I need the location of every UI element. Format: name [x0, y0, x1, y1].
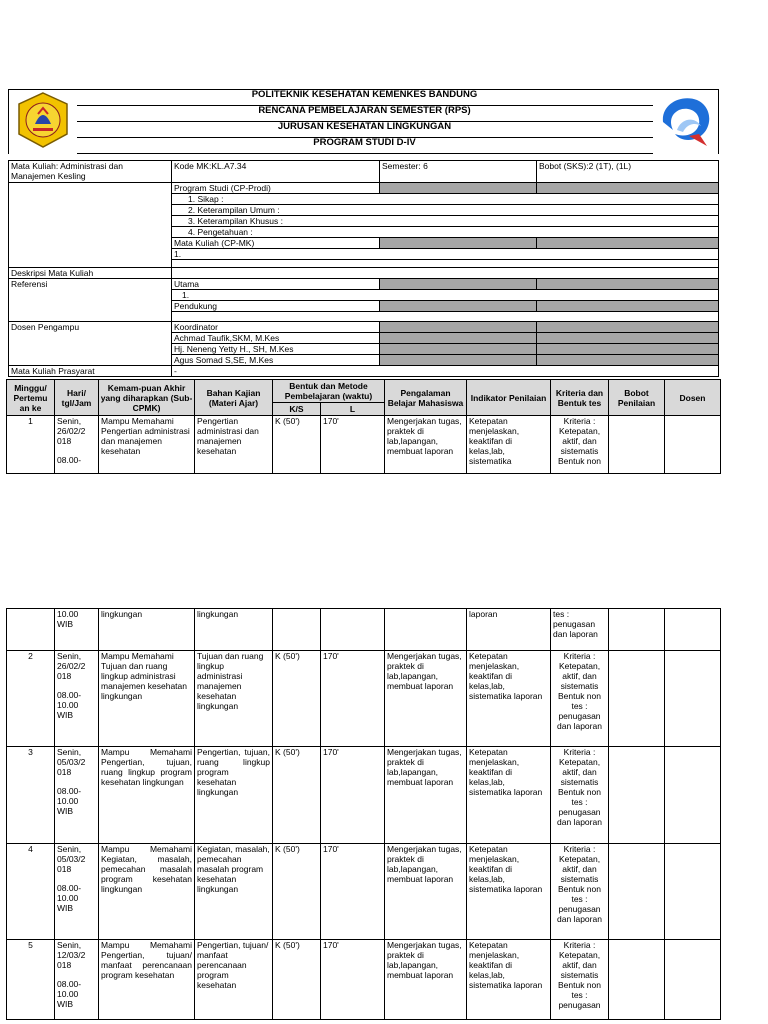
lecturer-name: Agus Somad S,SE, M.Kes — [172, 355, 380, 366]
material-cell: Pengertian, tujuan, ruang lingkup program kesehatan lingkungan — [195, 747, 273, 844]
experience-cell — [385, 609, 467, 651]
gray-cell — [380, 355, 537, 366]
l-cell: 170' — [321, 651, 385, 747]
lecturer-cell — [665, 747, 721, 844]
weight-cell — [609, 844, 665, 940]
lecturer-label: Dosen Pengampu — [9, 322, 172, 366]
ks-cell — [273, 609, 321, 651]
blank-row — [172, 260, 719, 268]
table-row — [7, 940, 721, 1020]
date-cell — [55, 651, 99, 747]
blank-row — [172, 312, 719, 322]
week-number — [7, 609, 55, 651]
time-text: 08.00- 10.00 WIB — [57, 979, 82, 1009]
experience-cell: Mengerjakan tugas, praktek di lab,lapangan, membuat laporan — [385, 651, 467, 747]
criteria-cell: Kriteria : Ketepatan, aktif, dan sistematis Bentuk non tes : penugasan dan laporan — [551, 651, 609, 747]
table-row — [7, 416, 721, 474]
material-cell: Pengertian, tujuan/ manfaat perencanaan program kesehatan — [195, 940, 273, 1020]
week-number: 3 — [7, 747, 55, 844]
gray-cell — [380, 322, 537, 333]
gray-cell — [537, 333, 719, 344]
ks-cell: K (50') — [273, 416, 321, 474]
cp-mk-label: Mata Kuliah (CP-MK) — [172, 238, 380, 249]
date-text: Senin, 05/03/2 018 — [57, 844, 86, 874]
l-cell: 170' — [321, 844, 385, 940]
col-header-date: Hari/ tgl/Jam — [55, 380, 99, 416]
weight-cell — [609, 747, 665, 844]
col-header-l: L — [321, 403, 385, 416]
date-text: Senin, 26/02/2 018 — [57, 416, 86, 446]
ks-cell: K (50') — [273, 651, 321, 747]
table-row — [7, 651, 721, 747]
gray-cell — [380, 301, 537, 312]
supporting-reference-label: Pendukung — [172, 301, 380, 312]
gray-cell — [537, 301, 719, 312]
lecturer-cell — [665, 416, 721, 474]
poltekkes-emblem-icon — [13, 90, 73, 150]
l-cell: 170' — [321, 416, 385, 474]
col-header-criteria: Kriteria dan Bentuk tes — [551, 380, 609, 416]
col-header-ks: K/S — [273, 403, 321, 416]
lecturer-cell — [665, 609, 721, 651]
competency-cell: Mampu Memahami Pengertian, tujuan, ruang lingkup program kesehatan lingkungan — [99, 747, 195, 844]
prerequisite-label: Mata Kuliah Prasyarat — [9, 366, 172, 377]
right-logo-cell — [653, 90, 719, 154]
time-cell: 10.00 WIB — [55, 609, 99, 651]
material-cell: Tujuan dan ruang lingkup administrasi manajemen kesehatan lingkungan — [195, 651, 273, 747]
prerequisite-value: - — [172, 366, 719, 377]
date-text: Senin, 12/03/2 018 — [57, 940, 86, 970]
lecturer-name: Achmad Taufik,SKM, M.Kes — [172, 333, 380, 344]
gray-cell — [380, 279, 537, 290]
table-row — [7, 844, 721, 940]
competency-cell: lingkungan — [99, 609, 195, 651]
document-header — [8, 89, 719, 154]
description-value — [172, 268, 719, 279]
date-cell — [55, 844, 99, 940]
week-number: 4 — [7, 844, 55, 940]
gray-cell — [380, 344, 537, 355]
col-header-indicator: Indikator Penilaian — [467, 380, 551, 416]
description-label: Deskripsi Mata Kuliah — [9, 268, 172, 279]
department-name: JURUSAN KESEHATAN LINGKUNGAN — [77, 122, 653, 138]
week-number: 2 — [7, 651, 55, 747]
material-cell: Pengertian administrasi dan manajemen kesehatan — [195, 416, 273, 474]
experience-cell: Mengerjakan tugas, praktek di lab,lapangan, membuat laporan — [385, 844, 467, 940]
col-header-material: Bahan Kajian (Materi Ajar) — [195, 380, 273, 416]
col-header-method: Bentuk dan Metode Pembelajaran (waktu) — [273, 380, 385, 403]
experience-cell: Mengerjakan tugas, praktek di lab,lapangan, membuat laporan — [385, 416, 467, 474]
indicator-cell: laporan — [467, 609, 551, 651]
schedule-table — [6, 379, 721, 474]
document-title: RENCANA PEMBELAJARAN SEMESTER (RPS) — [77, 106, 653, 122]
time-text: 08.00- — [57, 455, 82, 465]
date-text: Senin, 05/03/2 018 — [57, 747, 86, 777]
schedule-table-continued — [6, 608, 721, 1020]
lecturer-cell — [665, 844, 721, 940]
gray-cell — [537, 183, 719, 194]
l-cell — [321, 609, 385, 651]
date-cell — [55, 416, 99, 474]
competency-cell: Mampu Memahami Pengertian, tujuan/ manfaat perencanaan program kesehatan — [99, 940, 195, 1020]
cp-item-2: 2. Keterampilan Umum : — [172, 205, 719, 216]
experience-cell: Mengerjakan tugas, praktek di lab,lapangan, membuat laporan — [385, 940, 467, 1020]
date-cell — [55, 940, 99, 1020]
ks-cell: K (50') — [273, 940, 321, 1020]
course-info-table — [8, 160, 719, 377]
lecturer-cell — [665, 651, 721, 747]
time-text: 08.00- 10.00 WIB — [57, 690, 82, 720]
cp-item-1: 1. Sikap : — [172, 194, 719, 205]
gray-cell — [537, 238, 719, 249]
weight-cell — [609, 940, 665, 1020]
weight-cell — [609, 651, 665, 747]
gray-cell — [537, 322, 719, 333]
competency-cell: Mampu Memahami Kegiatan, masalah, pemecahan masalah program kesehatan lingkungan — [99, 844, 195, 940]
gray-cell — [537, 344, 719, 355]
time-text: 08.00- 10.00 WIB — [57, 883, 82, 913]
week-number: 1 — [7, 416, 55, 474]
main-reference-label: Utama — [172, 279, 380, 290]
semester: Semester: 6 — [380, 161, 537, 183]
cp-prodi-label: Program Studi (CP-Prodi) — [172, 183, 380, 194]
cp-mk-item: 1. — [172, 249, 719, 260]
institution-name: POLITEKNIK KESEHATAN KEMENKES BANDUNG — [77, 90, 653, 106]
blank-label-cell — [9, 183, 172, 268]
col-header-lecturer: Dosen — [665, 380, 721, 416]
lecturer-cell — [665, 940, 721, 1020]
indicator-cell: Ketepatan menjelaskan, keaktifan di kelas,lab, sistematika laporan — [467, 844, 551, 940]
cp-item-3: 3. Keterampilan Khusus : — [172, 216, 719, 227]
gray-cell — [537, 279, 719, 290]
weight-cell — [609, 416, 665, 474]
week-number: 5 — [7, 940, 55, 1020]
ks-cell: K (50') — [273, 747, 321, 844]
col-header-week: Minggu/ Pertemu an ke — [7, 380, 55, 416]
material-cell: Kegiatan, masalah, pemecahan masalah program kesehatan lingkungan — [195, 844, 273, 940]
time-text: 08.00- 10.00 WIB — [57, 786, 82, 816]
left-logo-cell — [9, 90, 77, 154]
criteria-cell: Kriteria : Ketepatan, aktif, dan sistematis Bentuk non tes : penugasan dan laporan — [551, 747, 609, 844]
material-cell: lingkungan — [195, 609, 273, 651]
competency-cell: Mampu Memahami Pengertian administrasi dan manajemen kesehatan — [99, 416, 195, 474]
main-reference-item: 1. — [172, 290, 719, 301]
wave-swirl-logo-icon — [655, 90, 717, 150]
credit-weight: Bobot (SKS):2 (1T), (1L) — [537, 161, 719, 183]
criteria-cell: Kriteria : Ketepatan, aktif, dan sistematis Bentuk non tes : penugasan — [551, 940, 609, 1020]
indicator-cell: Ketepatan menjelaskan, keaktifan di kelas,lab, sistematika — [467, 416, 551, 474]
lecturer-name: Hj. Neneng Yetty H., SH, M.Kes — [172, 344, 380, 355]
criteria-cell: Kriteria : Ketepatan, aktif, dan sistematis Bentuk non — [551, 416, 609, 474]
col-header-experience: Pengalaman Belajar Mahasiswa — [385, 380, 467, 416]
experience-cell: Mengerjakan tugas, praktek di lab,lapangan, membuat laporan — [385, 747, 467, 844]
gray-cell — [537, 355, 719, 366]
col-header-competency: Kemam-puan Akhir yang diharapkan (Sub-CPMK) — [99, 380, 195, 416]
study-program: PROGRAM STUDI D-IV — [77, 138, 653, 154]
table-row — [7, 747, 721, 844]
course-code: Kode MK:KL.A7.34 — [172, 161, 380, 183]
course-name: Mata Kuliah: Administrasi dan Manajemen Kesling — [9, 161, 172, 183]
table-row — [7, 609, 721, 651]
l-cell: 170' — [321, 747, 385, 844]
cp-item-4: 4. Pengetahuan : — [172, 227, 719, 238]
col-header-weight: Bobot Penilaian — [609, 380, 665, 416]
gray-cell — [380, 238, 537, 249]
reference-label: Referensi — [9, 279, 172, 322]
indicator-cell: Ketepatan menjelaskan, keaktifan di kelas,lab, sistematika laporan — [467, 747, 551, 844]
criteria-cell: Kriteria : Ketepatan, aktif, dan sistematis Bentuk non tes : penugasan dan laporan — [551, 844, 609, 940]
date-text: Senin, 26/02/2 018 — [57, 651, 86, 681]
weight-cell — [609, 609, 665, 651]
gray-cell — [380, 183, 537, 194]
l-cell: 170' — [321, 940, 385, 1020]
gray-cell — [380, 333, 537, 344]
indicator-cell: Ketepatan menjelaskan, keaktifan di kelas,lab, sistematika laporan — [467, 651, 551, 747]
competency-cell: Mampu Memahami Tujuan dan ruang lingkup administrasi manajemen kesehatan lingkungan — [99, 651, 195, 747]
date-cell — [55, 747, 99, 844]
ks-cell: K (50') — [273, 844, 321, 940]
coordinator-label: Koordinator — [172, 322, 380, 333]
criteria-cell: tes : penugasan dan laporan — [551, 609, 609, 651]
indicator-cell: Ketepatan menjelaskan, keaktifan di kelas,lab, sistematika laporan — [467, 940, 551, 1020]
